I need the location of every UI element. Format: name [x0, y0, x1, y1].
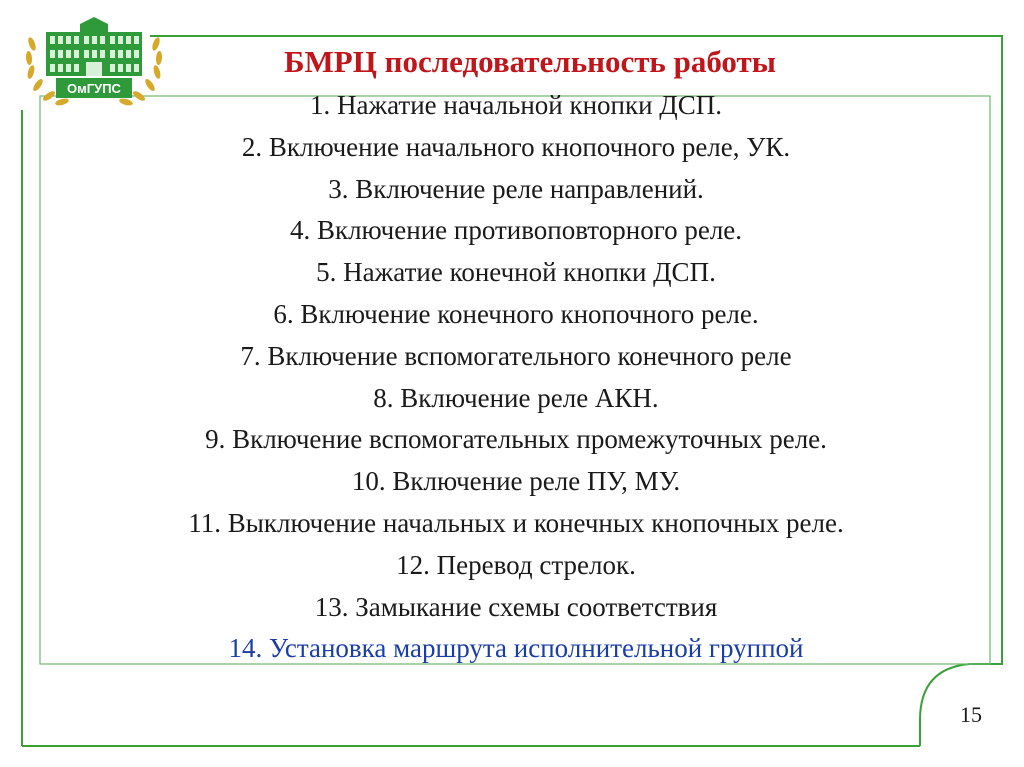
step-item-4: 4. Включение противоповторного реле.	[289, 215, 743, 246]
step-item-7: 7. Включение вспомогательного конечного реле	[240, 340, 792, 371]
step-item-13: 13. Замыкание схемы соответствия	[314, 591, 718, 622]
slide-title: БМРЦ последовательность работы	[284, 44, 776, 79]
building-icon	[46, 17, 142, 76]
step-item-5: 5. Нажатие конечной кнопки ДСП.	[316, 257, 716, 288]
step-item-3: 3. Включение реле направлений.	[328, 173, 704, 204]
steps-list	[40, 85, 992, 670]
step-item-1: 1. Нажатие начальной кнопки ДСП.	[309, 90, 722, 120]
step-item-12: 12. Перевод стрелок.	[396, 549, 636, 580]
step-item-11: 11. Выключение начальных и конечных кнопочных реле.	[188, 507, 844, 538]
step-item-6: 6. Включение конечного кнопочного реле.	[273, 298, 759, 329]
step-item-8: 8. Включение реле АКН.	[373, 382, 659, 413]
logo-text: ОмГУПС	[67, 81, 121, 96]
page-number: 15	[960, 702, 982, 727]
step-item-14: 14. Установка маршрута исполнительной группой	[228, 633, 804, 664]
step-item-2: 2. Включение начального кнопочного реле, УК.	[241, 131, 791, 162]
step-item-9: 9. Включение вспомогательных промежуточных реле.	[205, 424, 827, 455]
step-item-10: 10. Включение реле ПУ, МУ.	[351, 466, 681, 497]
